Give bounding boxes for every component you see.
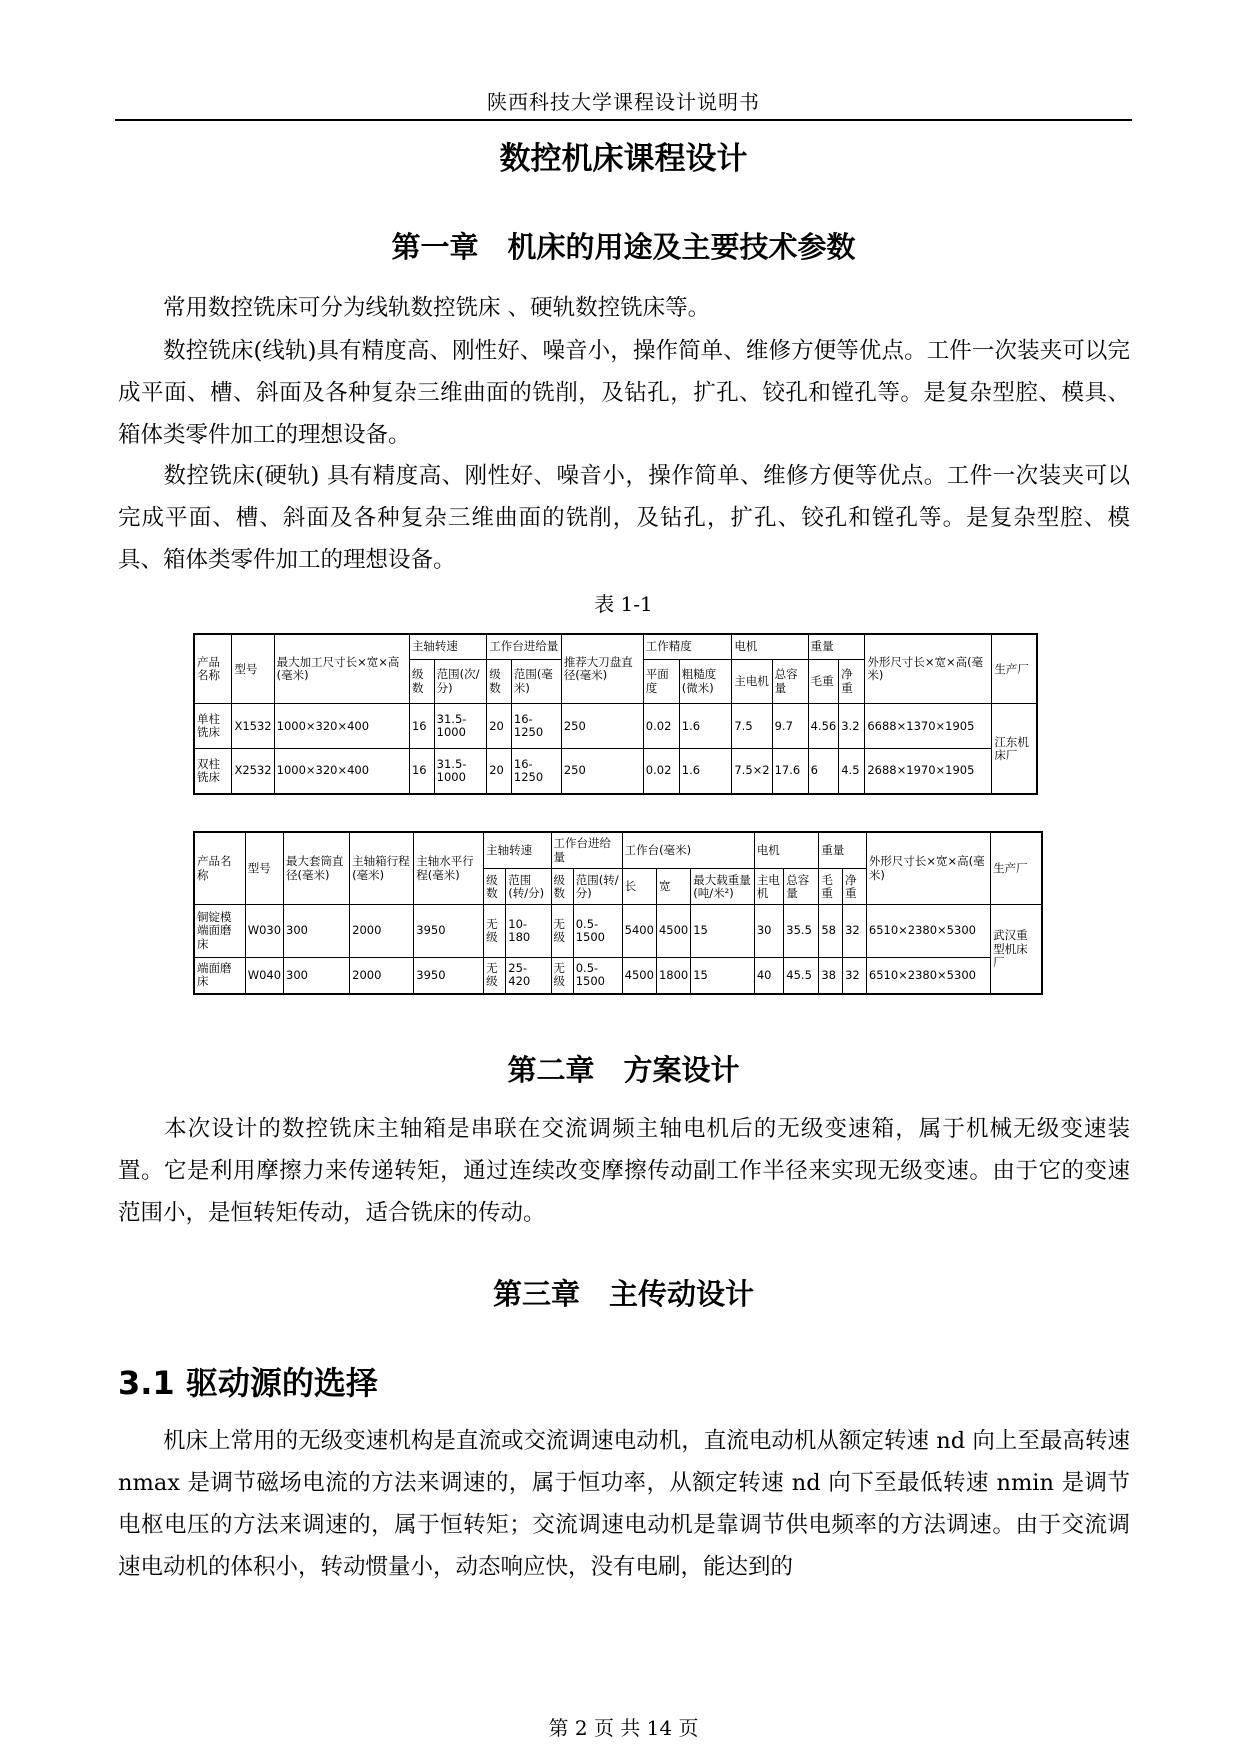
header-rule bbox=[115, 119, 1132, 121]
header-cell: 电机 bbox=[754, 832, 819, 869]
chapter-2-title: 第二章 方案设计 bbox=[507, 1053, 740, 1087]
table-cell: 铜锭模端面磨床 bbox=[194, 905, 245, 957]
table-cell: 2688×1970×1905 bbox=[865, 749, 992, 794]
table-cell: 32 bbox=[843, 905, 867, 957]
header-cell: 主电机 bbox=[732, 659, 772, 704]
table-header-row bbox=[194, 832, 1042, 869]
chapter-1-paragraph-2: 数控铣床(线轨)具有精度高、刚性好、噪音小，操作简单、维修方便等优点。工件一次装夹可以完成平面、槽、斜面及各种复杂三维曲面的铣削，及钻孔，扩孔、铰孔和镗孔等。是复杂型腔、模具、箱体类零件加工的理想设备。 bbox=[118, 338, 1130, 448]
table-cell: 250 bbox=[561, 749, 643, 794]
header-cell: 净重 bbox=[843, 869, 867, 905]
table-cell: 武汉重型机床厂 bbox=[991, 905, 1042, 994]
header-cell: 主轴水平行程(毫米) bbox=[414, 832, 484, 905]
table-cell: 31.5-1000 bbox=[434, 749, 487, 794]
table-caption: 表 1-1 bbox=[594, 592, 653, 616]
table-cell: 1000×320×400 bbox=[274, 749, 409, 794]
table-cell: 17.6 bbox=[772, 749, 808, 794]
table-cell: 300 bbox=[284, 957, 350, 994]
section-3-1-paragraph: 机床上常用的无级变速机构是直流或交流调速电动机，直流电动机从额定转速 nd 向上至最高转速 nmax 是调节磁场电流的方法来调速的，属于恒功率，从额定转速 nd 向下至最低转速 nmin 是调节电枢电压的方法来调速的，属于恒转矩；交流调速电动机是靠调节供电频率的方法调速。由于交流调速电动机的体积小，转动惯量小，动态响应快，没有电刷，能达到的 bbox=[118, 1428, 1130, 1580]
table-cell: 20 bbox=[487, 749, 512, 794]
table-cell: 7.5 bbox=[732, 704, 772, 749]
table-cell: 30 bbox=[754, 905, 783, 957]
table-cell: 无级 bbox=[551, 905, 573, 957]
header-cell: 生产厂 bbox=[991, 832, 1042, 905]
header-cell: 最大载重量(吨/米²) bbox=[691, 869, 755, 905]
header-cell: 毛重 bbox=[808, 659, 839, 704]
table-cell: 1800 bbox=[656, 957, 690, 994]
table-cell: 9.7 bbox=[772, 704, 808, 749]
header-cell: 工作台进给量 bbox=[551, 832, 622, 869]
header-cell: 型号 bbox=[245, 832, 283, 905]
header-cell: 外形尺寸长×宽×高(毫米) bbox=[866, 832, 990, 905]
chapter-1-paragraph-3: 数控铣床(硬轨) 具有精度高、刚性好、噪音小，操作简单、维修方便等优点。工件一次装夹可以完成平面、槽、斜面及各种复杂三维曲面的铣削，及钻孔，扩孔、铰孔和镗孔等。是复杂型腔、模具、箱体类零件加工的理想设备。 bbox=[118, 463, 1130, 573]
table-cell: 0.5-1500 bbox=[573, 905, 622, 957]
header-cell: 级数 bbox=[409, 659, 434, 704]
header-cell: 最大加工尺寸长×宽×高(毫米) bbox=[274, 634, 409, 704]
header-cell: 推荐大刀盘直径(毫米) bbox=[561, 634, 643, 704]
header-cell: 主轴转速 bbox=[409, 634, 486, 659]
table-cell: W040 bbox=[245, 957, 283, 994]
header-cell: 外形尺寸长×宽×高(毫米) bbox=[865, 634, 992, 704]
header-cell: 重量 bbox=[808, 634, 865, 659]
table-cell: 7.5×2 bbox=[732, 749, 772, 794]
header-cell: 级数 bbox=[551, 869, 573, 905]
milling-machine-spec-table bbox=[193, 633, 1038, 795]
table-cell: 4.56 bbox=[808, 704, 839, 749]
table-cell: 10-180 bbox=[506, 905, 551, 957]
header-cell: 宽 bbox=[656, 869, 690, 905]
page-footer: 第 2 页 共 14 页 bbox=[548, 1716, 699, 1740]
table-cell: 40 bbox=[754, 957, 783, 994]
chapter-1-paragraph-1: 常用数控铣床可分为线轨数控铣床 、硬轨数控铣床等。 bbox=[163, 295, 711, 321]
table-cell: 0.5-1500 bbox=[573, 957, 622, 994]
header-cell: 范围(次/分) bbox=[434, 659, 487, 704]
table-row bbox=[194, 749, 1037, 794]
table-cell: 6510×2380×5300 bbox=[866, 905, 990, 957]
table-cell: X2532 bbox=[232, 749, 274, 794]
table-cell: 0.02 bbox=[643, 704, 679, 749]
table-cell: 双柱铣床 bbox=[194, 749, 232, 794]
table-cell: 25-420 bbox=[506, 957, 551, 994]
header-cell: 电机 bbox=[732, 634, 808, 659]
header-cell: 范围(毫米) bbox=[511, 659, 561, 704]
header-cell: 生产厂 bbox=[992, 634, 1037, 704]
header-cell: 总容量 bbox=[784, 869, 819, 905]
table-cell: 单柱铣床 bbox=[194, 704, 232, 749]
chapter-3-title: 第三章 主传动设计 bbox=[492, 1277, 754, 1311]
header-cell: 长 bbox=[622, 869, 656, 905]
page-header: 陕西科技大学课程设计说明书 bbox=[487, 90, 760, 114]
table-cell: 端面磨床 bbox=[194, 957, 245, 994]
table-cell: 38 bbox=[819, 957, 843, 994]
table-cell: 16-1250 bbox=[511, 749, 561, 794]
table-cell: 35.5 bbox=[784, 905, 819, 957]
header-cell: 型号 bbox=[232, 634, 274, 704]
table-cell: 300 bbox=[284, 905, 350, 957]
table-cell: 无级 bbox=[551, 957, 573, 994]
table-cell: 15 bbox=[691, 905, 755, 957]
header-cell: 最大套筒直径(毫米) bbox=[284, 832, 350, 905]
table-cell: 16 bbox=[409, 704, 434, 749]
table-cell: 4500 bbox=[622, 957, 656, 994]
table-cell: 16 bbox=[409, 749, 434, 794]
table-row bbox=[194, 957, 1042, 994]
table-cell: 3950 bbox=[414, 957, 484, 994]
table-cell: 4500 bbox=[656, 905, 690, 957]
table-cell: 江东机床厂 bbox=[992, 704, 1037, 794]
table-cell: 无级 bbox=[484, 905, 506, 957]
table-cell: 16-1250 bbox=[511, 704, 561, 749]
header-cell: 毛重 bbox=[819, 869, 843, 905]
header-cell: 平面度 bbox=[643, 659, 679, 704]
header-cell: 工作精度 bbox=[643, 634, 732, 659]
header-cell: 工作台进给量 bbox=[487, 634, 562, 659]
table-cell: 5400 bbox=[622, 905, 656, 957]
table-cell: 3950 bbox=[414, 905, 484, 957]
table-cell: 6 bbox=[808, 749, 839, 794]
table-cell: 32 bbox=[843, 957, 867, 994]
header-cell: 范围(转/分) bbox=[506, 869, 551, 905]
table-cell: 20 bbox=[487, 704, 512, 749]
table-cell: W030 bbox=[245, 905, 283, 957]
table-cell: 1000×320×400 bbox=[274, 704, 409, 749]
header-cell: 净重 bbox=[839, 659, 865, 704]
header-cell: 重量 bbox=[819, 832, 867, 869]
table-cell: 6688×1370×1905 bbox=[865, 704, 992, 749]
header-cell: 主轴转速 bbox=[484, 832, 551, 869]
document-title: 数控机床课程设计 bbox=[499, 141, 748, 177]
table-cell: 31.5-1000 bbox=[434, 704, 487, 749]
table-cell: 2000 bbox=[350, 905, 414, 957]
header-cell: 级数 bbox=[487, 659, 512, 704]
header-cell: 范围(转/分) bbox=[573, 869, 622, 905]
header-cell: 主轴箱行程(毫米) bbox=[350, 832, 414, 905]
table-cell: 2000 bbox=[350, 957, 414, 994]
table-cell: 45.5 bbox=[784, 957, 819, 994]
header-cell: 产品名称 bbox=[194, 634, 232, 704]
table-cell: 1.6 bbox=[679, 704, 732, 749]
table-cell: 6510×2380×5300 bbox=[866, 957, 990, 994]
header-cell: 产品名称 bbox=[194, 832, 245, 905]
table-cell: 1.6 bbox=[679, 749, 732, 794]
section-3-1-heading: 3.1 驱动源的选择 bbox=[118, 1364, 378, 1402]
table-cell: 58 bbox=[819, 905, 843, 957]
chapter-1-title: 第一章 机床的用途及主要技术参数 bbox=[391, 230, 856, 264]
grinding-machine-spec-table bbox=[193, 831, 1043, 995]
header-cell: 工作台(毫米) bbox=[622, 832, 754, 869]
chapter-2-paragraph-1: 本次设计的数控铣床主轴箱是串联在交流调频主轴电机后的无级变速箱，属于机械无级变速装置。它是利用摩擦力来传递转矩，通过连续改变摩擦传动副工作半径来实现无级变速。由于它的变速范围小，是恒转矩传动，适合铣床的传动。 bbox=[118, 1116, 1130, 1226]
header-cell: 级数 bbox=[484, 869, 506, 905]
header-cell: 主电机 bbox=[754, 869, 783, 905]
table-cell: 250 bbox=[561, 704, 643, 749]
header-cell: 粗糙度(微米) bbox=[679, 659, 732, 704]
table-row bbox=[194, 704, 1037, 749]
table-cell: 4.5 bbox=[839, 749, 865, 794]
table-cell: 3.2 bbox=[839, 704, 865, 749]
table-cell: X1532 bbox=[232, 704, 274, 749]
table-cell: 无级 bbox=[484, 957, 506, 994]
table-cell: 0.02 bbox=[643, 749, 679, 794]
header-cell: 总容量 bbox=[772, 659, 808, 704]
table-header-row bbox=[194, 634, 1037, 659]
table-row bbox=[194, 905, 1042, 957]
table-cell: 15 bbox=[691, 957, 755, 994]
